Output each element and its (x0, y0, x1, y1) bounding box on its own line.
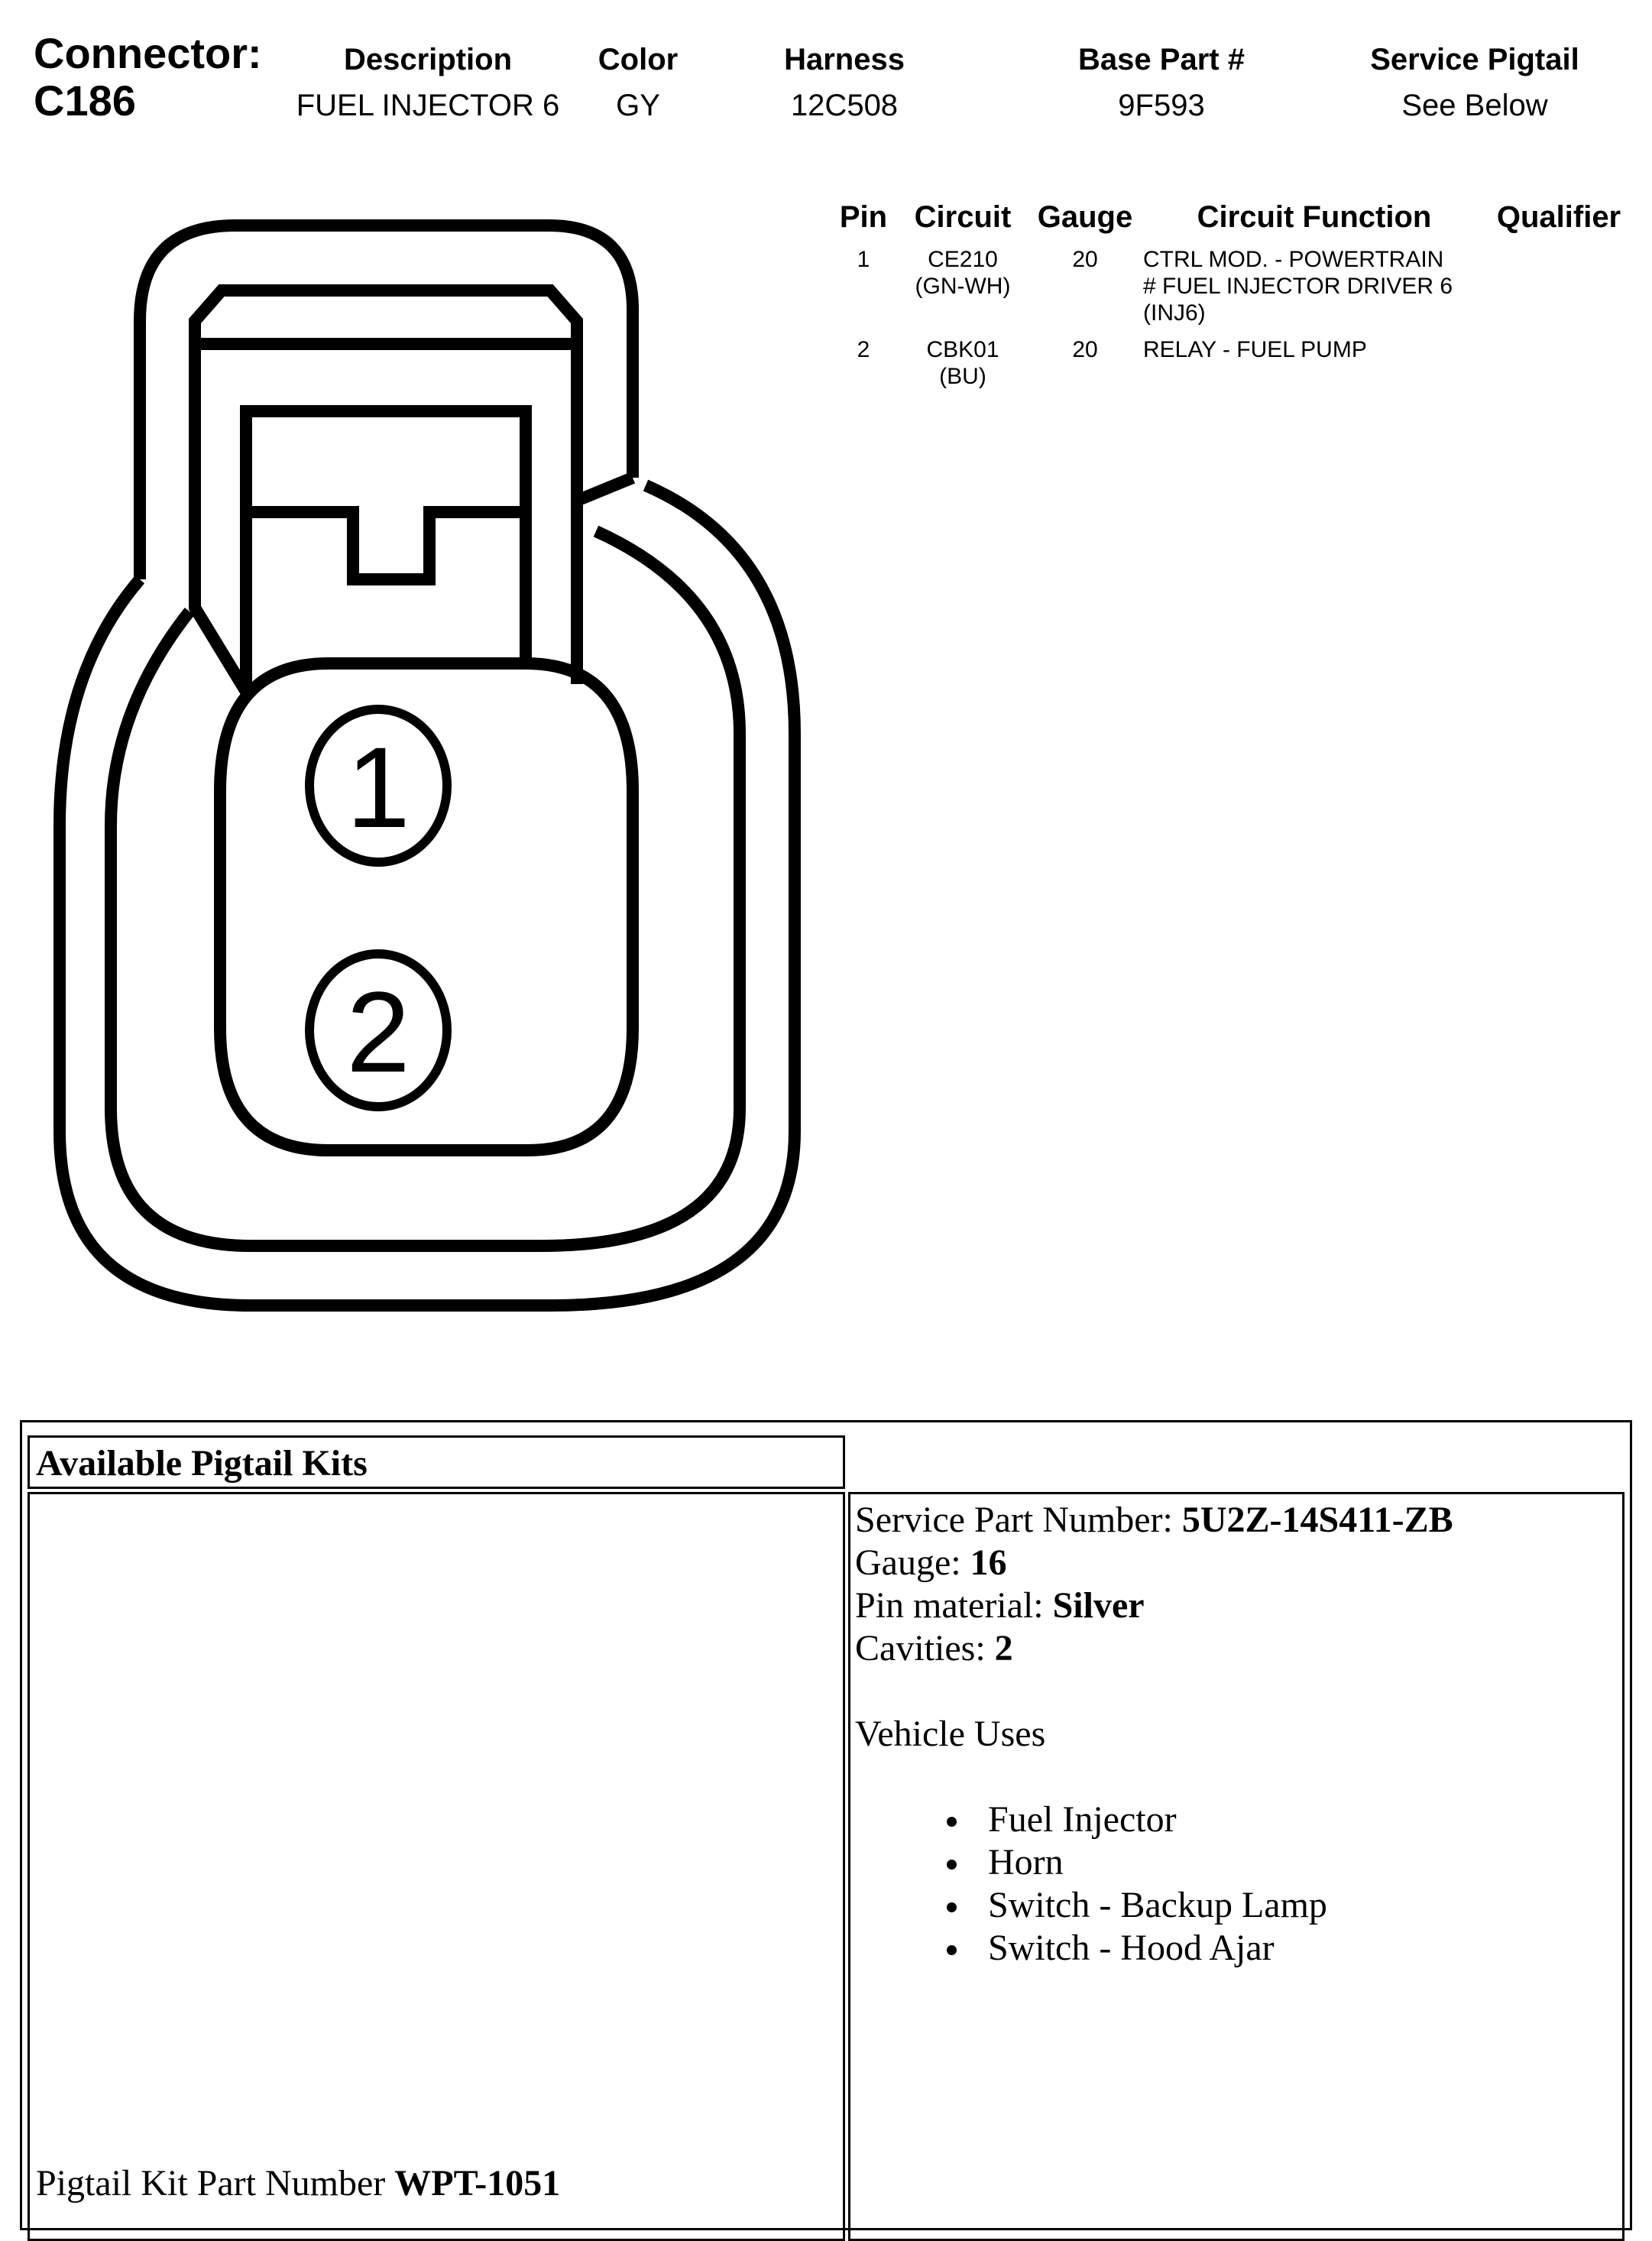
pin-2-circuit-color: (BU) (939, 364, 986, 389)
cavities-spec (855, 1627, 1453, 1670)
pin-material-value: Silver (1052, 1585, 1145, 1626)
pin-material-spec (855, 1584, 1453, 1627)
gauge-label: Gauge: (855, 1542, 970, 1583)
list-item: Switch - Backup Lamp (947, 1884, 1453, 1927)
vehicle-uses-label: Vehicle Uses (855, 1714, 1046, 1754)
cavities-label: Cavities: (855, 1628, 995, 1669)
color-header: Color (598, 43, 679, 76)
cavity-1-label: 1 (346, 723, 410, 851)
pin-2-gauge: 20 (1072, 337, 1098, 362)
service-pigtail-header: Service Pigtail (1370, 43, 1579, 76)
gauge-spec (855, 1542, 1453, 1584)
latch-outer-outline (140, 225, 633, 579)
service-pigtail-value: See Below (1401, 89, 1548, 122)
pin-1-function-line-3: (INJ6) (1143, 300, 1206, 326)
harness-value: 12C508 (790, 89, 899, 122)
pin-2-circuit: CBK01 (926, 337, 999, 362)
list-item: Switch - Hood Ajar (947, 1927, 1453, 1970)
pin-column-header: Pin (839, 200, 888, 234)
list-item: Horn (947, 1841, 1453, 1884)
pigtail-specs (855, 1499, 1453, 1970)
pin-1-function-line-1: CTRL MOD. - POWERTRAIN (1143, 247, 1444, 272)
qualifier-column-header: Qualifier (1496, 200, 1621, 234)
circuit-column-header: Circuit (914, 200, 1012, 234)
outer-shell (60, 485, 795, 1305)
pigtail-image-box (28, 1492, 845, 2241)
right-latch-step (577, 478, 633, 501)
base-part-header: Base Part # (1078, 43, 1245, 76)
body-left-wall (195, 344, 246, 692)
description-header: Description (343, 43, 513, 76)
service-part-label: Service Part Number: (855, 1500, 1182, 1540)
latch-inner-outline (195, 290, 577, 344)
pin-material-label: Pin material: (855, 1585, 1053, 1626)
key-block-outline (246, 411, 526, 692)
list-item: Fuel Injector (947, 1798, 1453, 1841)
pin-2-number: 2 (857, 337, 870, 362)
connector-id: C186 (34, 76, 136, 125)
middle-shell (111, 531, 740, 1246)
base-part-value: 9F593 (1118, 89, 1205, 122)
connector-face-diagram (0, 0, 841, 1345)
service-part-number (855, 1499, 1453, 1542)
gauge-value: 16 (970, 1542, 1007, 1583)
cavity-2-label: 2 (346, 968, 410, 1096)
key-notch (246, 512, 526, 579)
cavities-value: 2 (994, 1628, 1013, 1669)
pigtail-specs-box (848, 1492, 1624, 2241)
description-value: FUEL INJECTOR 6 (296, 89, 560, 122)
pin-1-function-line-2: # FUEL INJECTOR DRIVER 6 (1143, 274, 1453, 299)
pigtail-kit-part-number (36, 2162, 560, 2205)
harness-header: Harness (784, 43, 905, 76)
pigtail-title-box (28, 1435, 845, 1489)
pigtail-title: Available Pigtail Kits (36, 1443, 368, 1484)
color-value: GY (616, 89, 660, 122)
pigtail-kit-label: Pigtail Kit Part Number (36, 2163, 395, 2204)
function-column-header: Circuit Function (1197, 200, 1432, 234)
pin-1-circuit-color: (GN-WH) (915, 274, 1011, 299)
gauge-column-header: Gauge (1037, 200, 1133, 234)
service-part-value: 5U2Z-14S411-ZB (1181, 1500, 1453, 1540)
pin-1-number: 1 (857, 247, 870, 272)
vehicle-uses-list (947, 1798, 1453, 1970)
pin-1-circuit: CE210 (928, 247, 998, 272)
pin-2-function-line-1: RELAY - FUEL PUMP (1143, 337, 1367, 362)
connector-label: Connector: (34, 29, 262, 77)
pin-1-gauge: 20 (1072, 247, 1098, 272)
pigtail-kit-number: WPT-1051 (394, 2163, 561, 2204)
